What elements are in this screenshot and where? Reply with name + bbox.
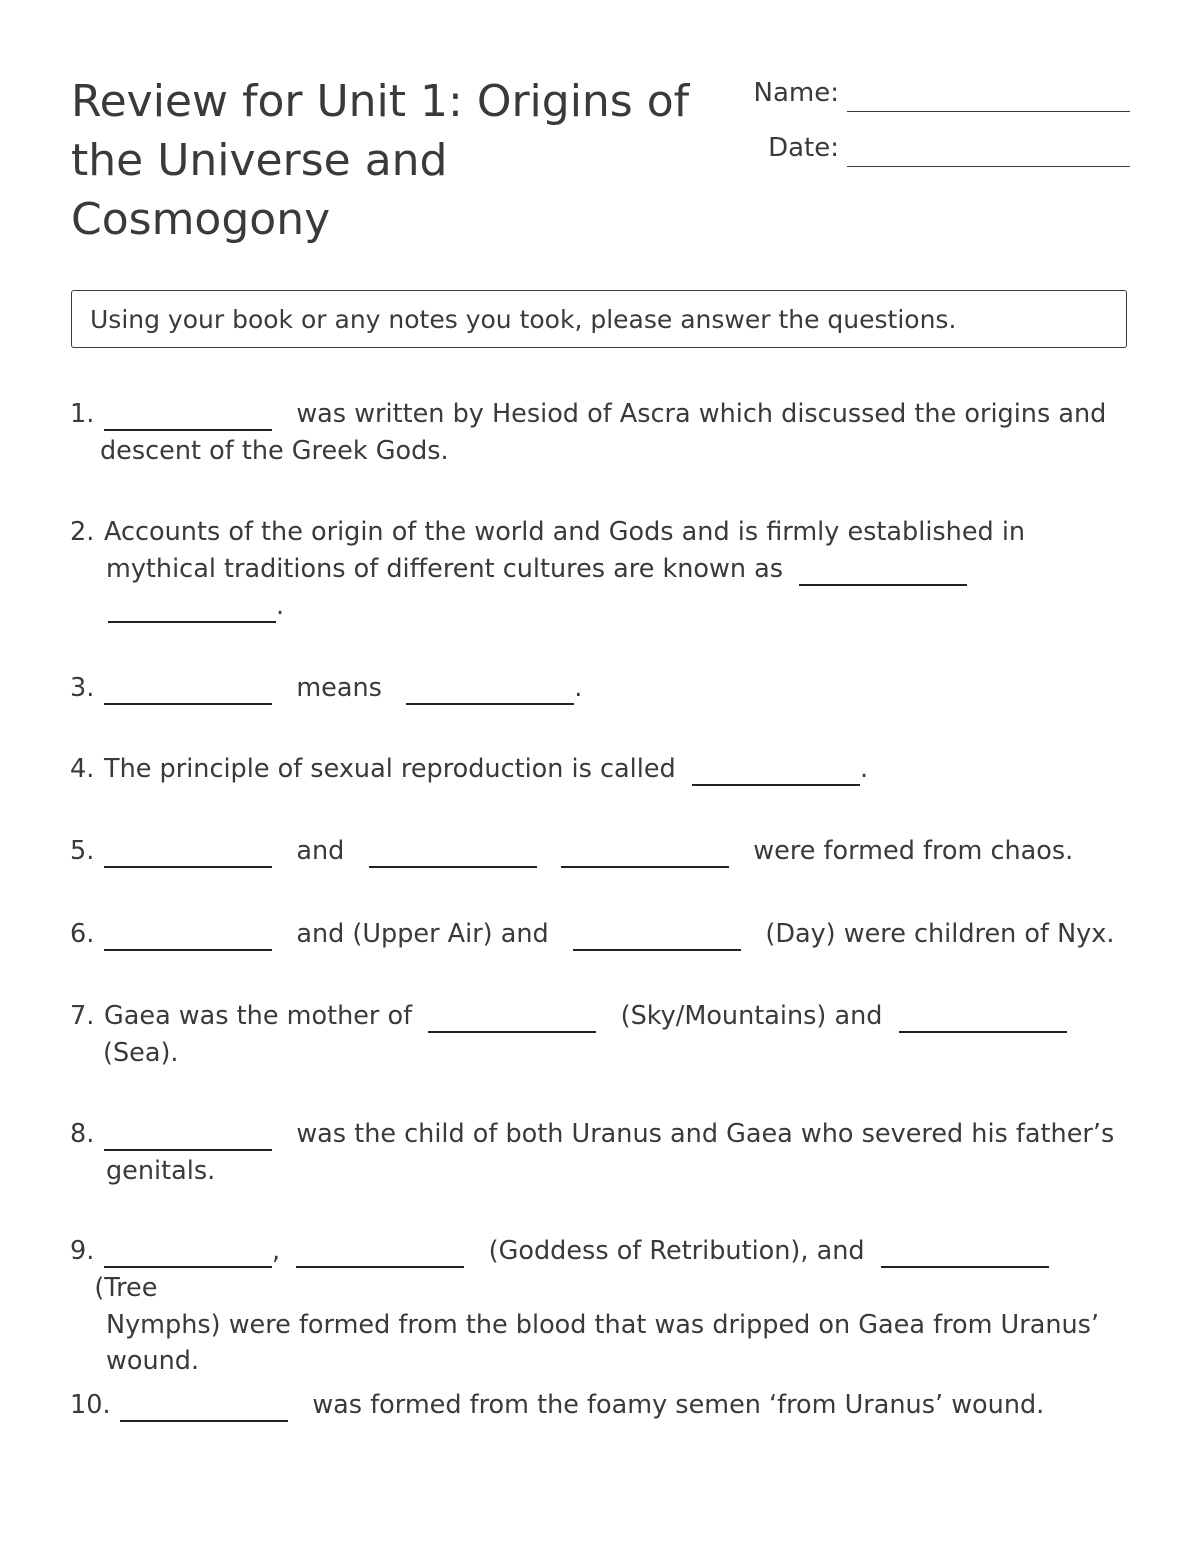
question-text: (Day) were children of Nyx. (765, 919, 1115, 949)
instructions-box: Using your book or any notes you took, please answer the questions. (71, 290, 1127, 348)
date-row (700, 129, 1130, 169)
question-text: genitals. (106, 1156, 216, 1186)
question-number: 2. (70, 517, 95, 547)
question-text: . (574, 673, 583, 703)
answer-blank-3b[interactable] (406, 673, 574, 705)
page-title: Review for Unit 1: Origins of the Universe and Cosmogony (71, 76, 690, 245)
answer-blank-2b[interactable] (108, 591, 276, 623)
question-number: 7. (70, 1001, 95, 1031)
question-2 (70, 514, 1130, 625)
question-text: Accounts of the origin of the world and Gods and is firmly established in (104, 517, 1026, 547)
answer-blank-8a[interactable] (104, 1119, 272, 1151)
question-number: 6. (70, 919, 95, 949)
question-text: . (276, 591, 285, 621)
question-number: 1. (70, 399, 95, 429)
question-text: was written by Hesiod of Ascra which discussed the origins and (296, 399, 1107, 429)
question-9 (70, 1233, 1130, 1379)
question-text: was the child of both Uranus and Gaea who severed his father’s (296, 1119, 1115, 1149)
question-text: Nymphs) were formed from the blood that was dripped on Gaea from Uranus’ (106, 1310, 1100, 1340)
date-field[interactable] (847, 166, 1130, 167)
date-label: Date: (768, 133, 839, 163)
name-field[interactable] (847, 111, 1130, 112)
answer-blank-5c[interactable] (561, 836, 729, 868)
answer-blank-6b[interactable] (573, 919, 741, 951)
question-text: means (296, 673, 382, 703)
question-text: (Tree (94, 1273, 158, 1303)
name-label: Name: (753, 78, 839, 108)
question-10 (70, 1387, 1130, 1424)
answer-blank-2a[interactable] (799, 554, 967, 586)
question-text: (Sea). (103, 1038, 179, 1068)
question-number: 10. (70, 1390, 111, 1420)
question-text: , (272, 1236, 281, 1266)
question-text: wound. (106, 1346, 200, 1376)
answer-blank-7b[interactable] (899, 1001, 1067, 1033)
answer-blank-3a[interactable] (104, 673, 272, 705)
question-number: 9. (70, 1236, 95, 1266)
question-5 (70, 833, 1130, 870)
question-text: and (Upper Air) and (296, 919, 549, 949)
question-text: The principle of sexual reproduction is called (104, 754, 676, 784)
answer-blank-9a[interactable] (104, 1236, 272, 1268)
question-number: 8. (70, 1119, 95, 1149)
answer-blank-9b[interactable] (296, 1236, 464, 1268)
question-3 (70, 670, 1130, 707)
question-text: . (859, 754, 869, 784)
question-text: Gaea was the mother of (104, 1001, 413, 1031)
question-number: 4. (70, 754, 95, 784)
question-number: 5. (70, 836, 95, 866)
answer-blank-6a[interactable] (104, 919, 272, 951)
question-text: (Goddess of Retribution), and (488, 1236, 865, 1266)
answer-blank-5a[interactable] (104, 836, 272, 868)
question-number: 3. (70, 673, 95, 703)
answer-blank-7a[interactable] (428, 1001, 596, 1033)
question-4 (70, 751, 1130, 788)
question-text: was formed from the foamy semen ‘from Uranus’ wound. (312, 1390, 1045, 1420)
question-text: and (296, 836, 345, 866)
answer-blank-4a[interactable] (692, 754, 860, 786)
question-text: (Sky/Mountains) and (620, 1001, 883, 1031)
question-7 (70, 998, 1130, 1072)
answer-blank-1a[interactable] (104, 399, 272, 431)
answer-blank-10a[interactable] (120, 1390, 288, 1422)
question-text: descent of the Greek Gods. (100, 436, 449, 466)
question-1 (70, 396, 1130, 470)
answer-blank-9c[interactable] (881, 1236, 1049, 1268)
question-text: were formed from chaos. (753, 836, 1074, 866)
question-text: mythical traditions of different cultures are known as (106, 554, 784, 584)
name-row (700, 74, 1130, 114)
answer-blank-5b[interactable] (369, 836, 537, 868)
question-6 (70, 916, 1130, 953)
question-8 (70, 1116, 1130, 1190)
